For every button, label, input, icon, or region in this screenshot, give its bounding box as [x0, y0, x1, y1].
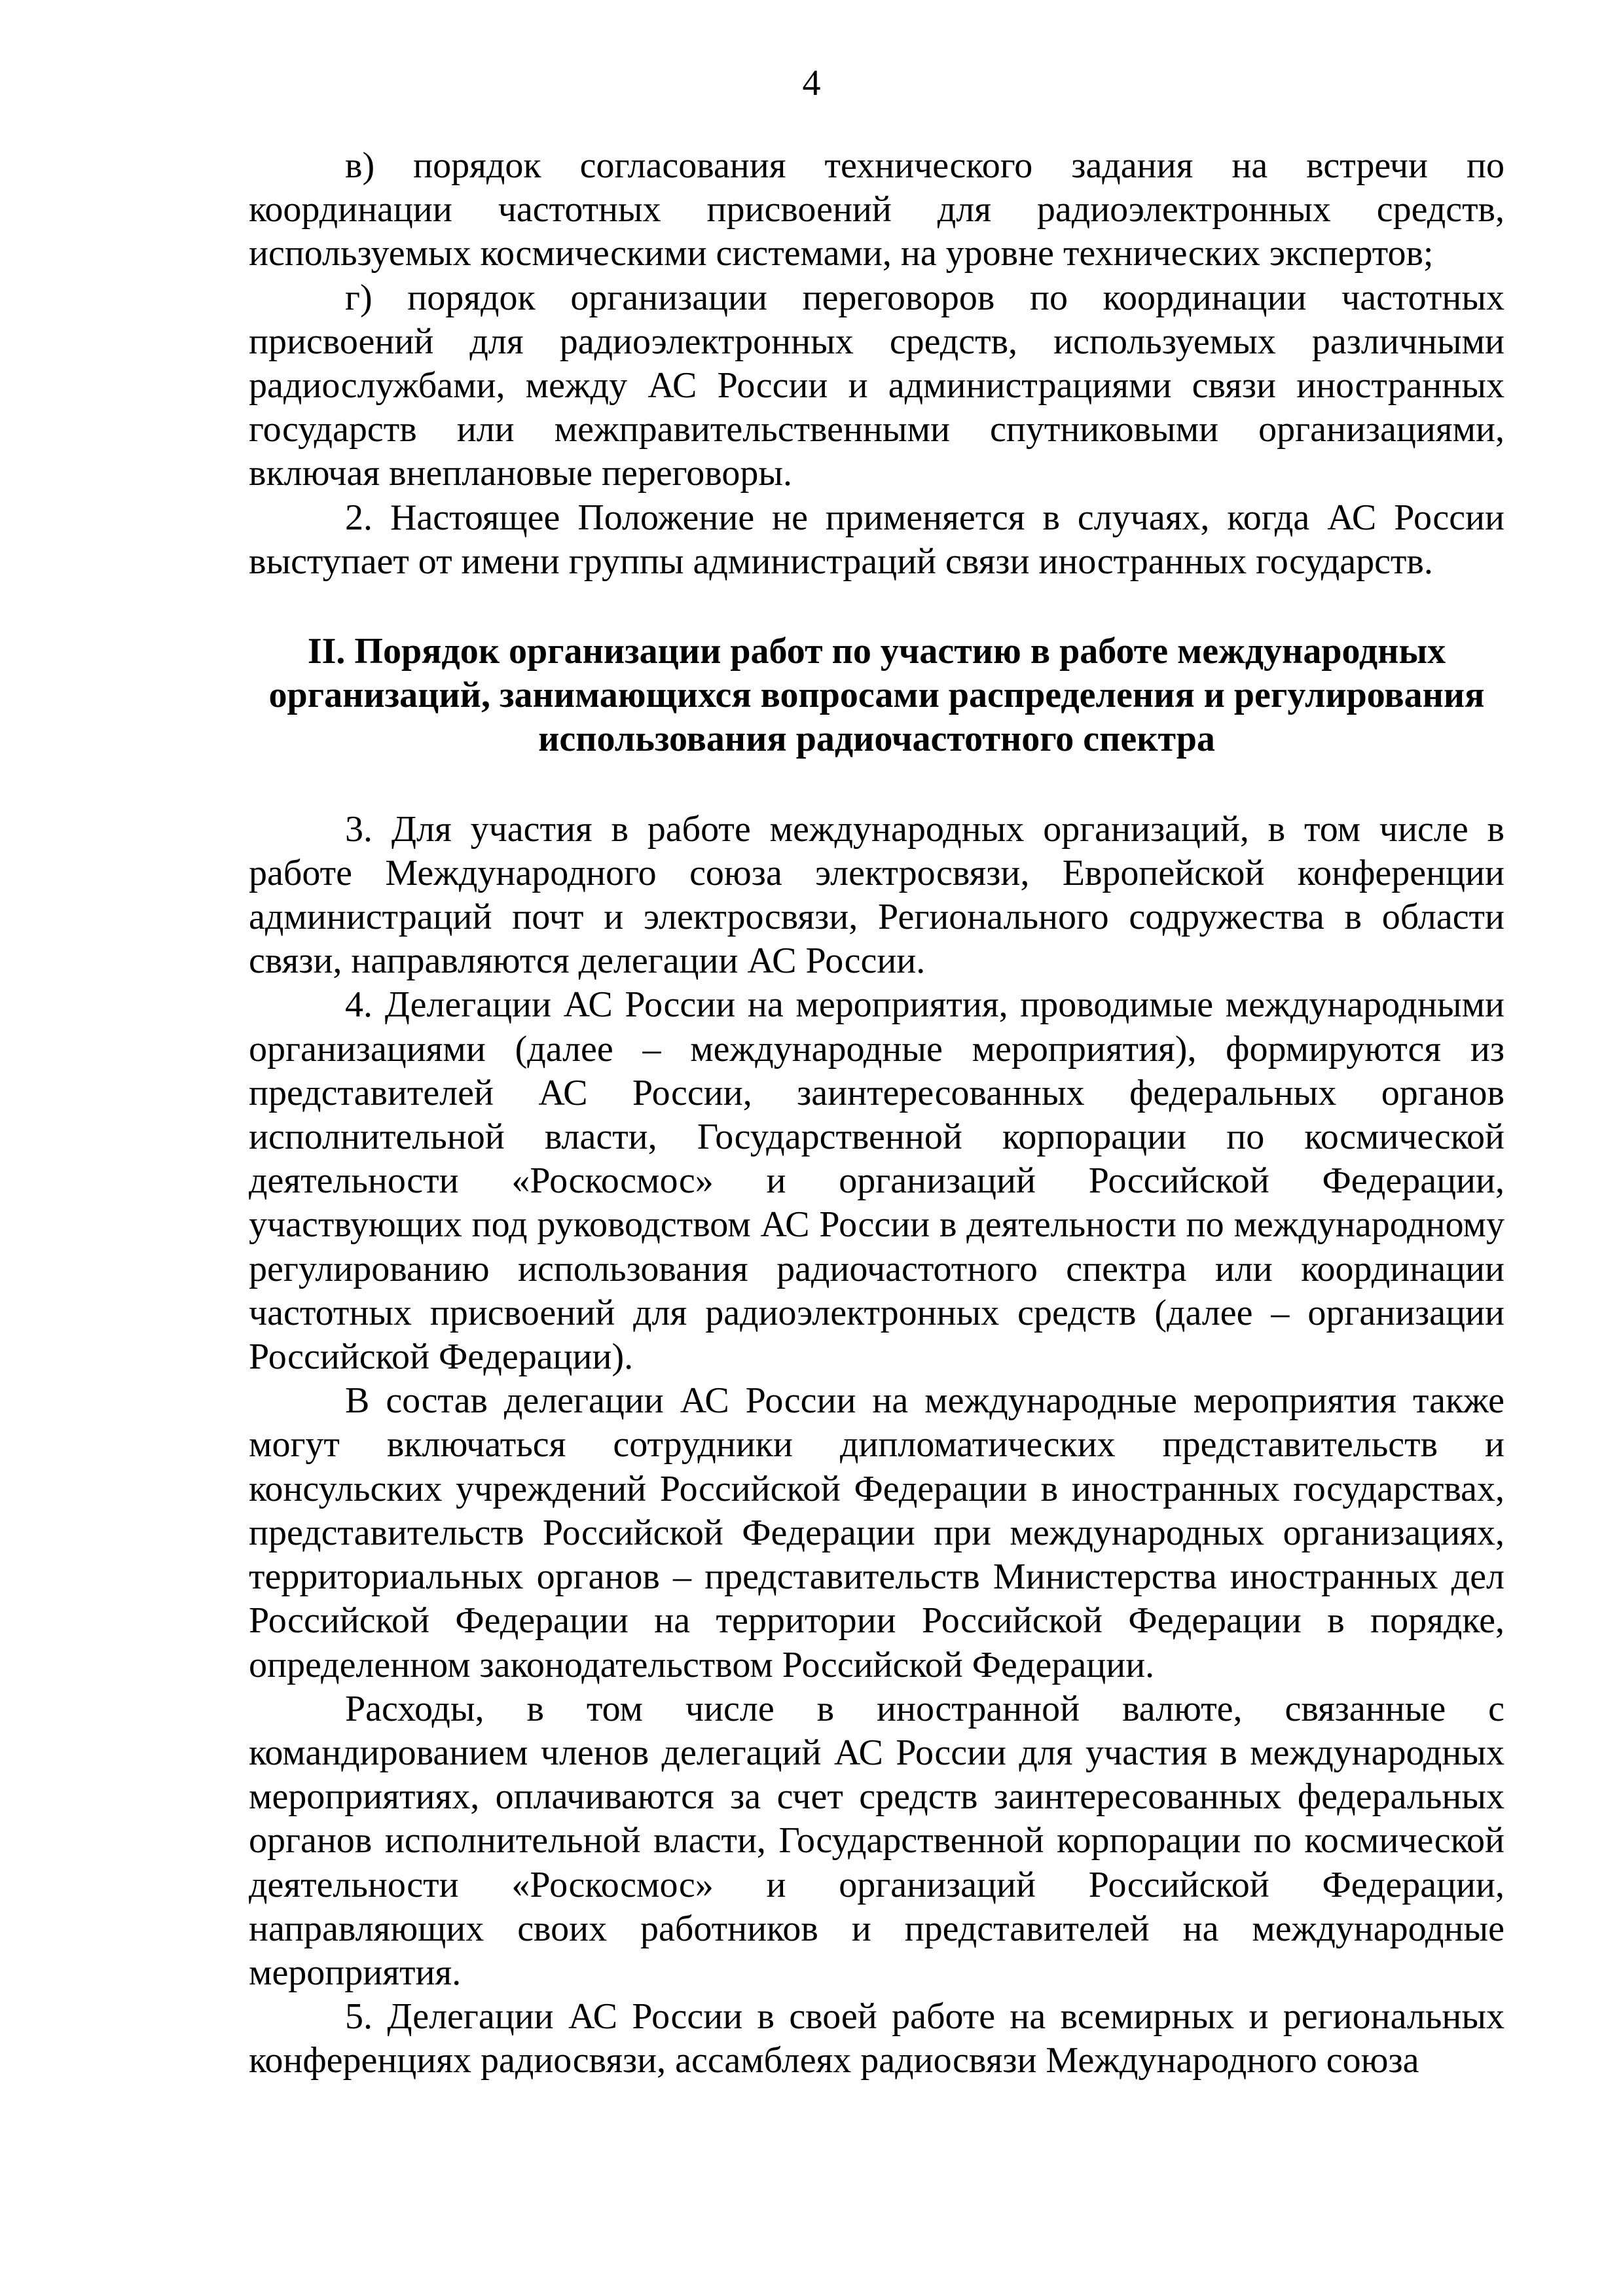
paragraph-4: 4. Делегации АС России на мероприятия, проводимые международными организациями (далее – международные мероприятия), формируются из представителей АС России, заинтересованных федеральных органов исполнительной власти, Государственной корпорации по космической деятельности «Роскосмос» и организаций Российской Федерации, участвующих под руководством АС России в деятельности по международному регулированию использования радиочастотного спектра или координации частотных присвоений для радиоэлектронных средств (далее – организации Российской Федерации). [249, 984, 1504, 1378]
paragraph-4-delegation-composition: В состав делегации АС России на международные мероприятия также могут включаться сотрудники дипломатических представительств и консульских учреждений Российской Федерации в иностранных государствах, представительств Российской Федерации при международных организациях, территориальных органов – представительств Министерства иностранных дел Российской Федерации на территории Российской Федерации в порядке, определенном законодательством Российской Федерации. [249, 1380, 1504, 1685]
spacer [249, 584, 1504, 630]
paragraph-2: 2. Настоящее Положение не применяется в случаях, когда АС России выступает от имени группы администраций связи иностранных государств. [249, 497, 1504, 582]
section-heading-line: II. Порядок организации работ по участию в работе международных [307, 631, 1446, 672]
paragraph-4-expenses: Расходы, в том числе в иностранной валюте, связанные с командированием членов делегаций АС России для участия в международных мероприятиях, оплачиваются за счет средств заинтересованных федеральных органов исполнительной власти, Государственной корпорации по космической деятельности «Роскосмос» и организаций Российской Федерации, направляющих своих работников и представителей на международные мероприятия. [249, 1688, 1504, 1993]
paragraph-5: 5. Делегации АС России в своей работе на всемирных и региональных конференциях радиосвязи, ассамблеях радиосвязи Международного союза [249, 1996, 1504, 2081]
paragraph-3: 3. Для участия в работе международных организаций, в том числе в работе Международного союза электросвязи, Европейской конференции администраций почт и электросвязи, Регионального содружества в области связи, направляются делегации АС России. [249, 808, 1504, 982]
section-heading [249, 630, 1504, 762]
paragraph-item-g: г) порядок организации переговоров по координации частотных присвоений для радиоэлектронных средств, используемых различными радиослужбами, между АС России и администрациями связи иностранных государств или межправительственными спутниковыми организациями, включая внеплановые переговоры. [249, 277, 1504, 494]
page-number: 4 [802, 63, 821, 103]
document-body [249, 144, 1504, 2083]
paragraph-item-v: в) порядок согласования технического задания на встречи по координации частотных присвоений для радиоэлектронных средств, используемых космическими системами, на уровне технических экспертов; [249, 145, 1504, 274]
section-heading-line: организаций, занимающихся вопросами распределения и регулирования [268, 675, 1485, 716]
section-heading-line: использования радиочастотного спектра [538, 719, 1215, 760]
spacer [249, 762, 1504, 808]
